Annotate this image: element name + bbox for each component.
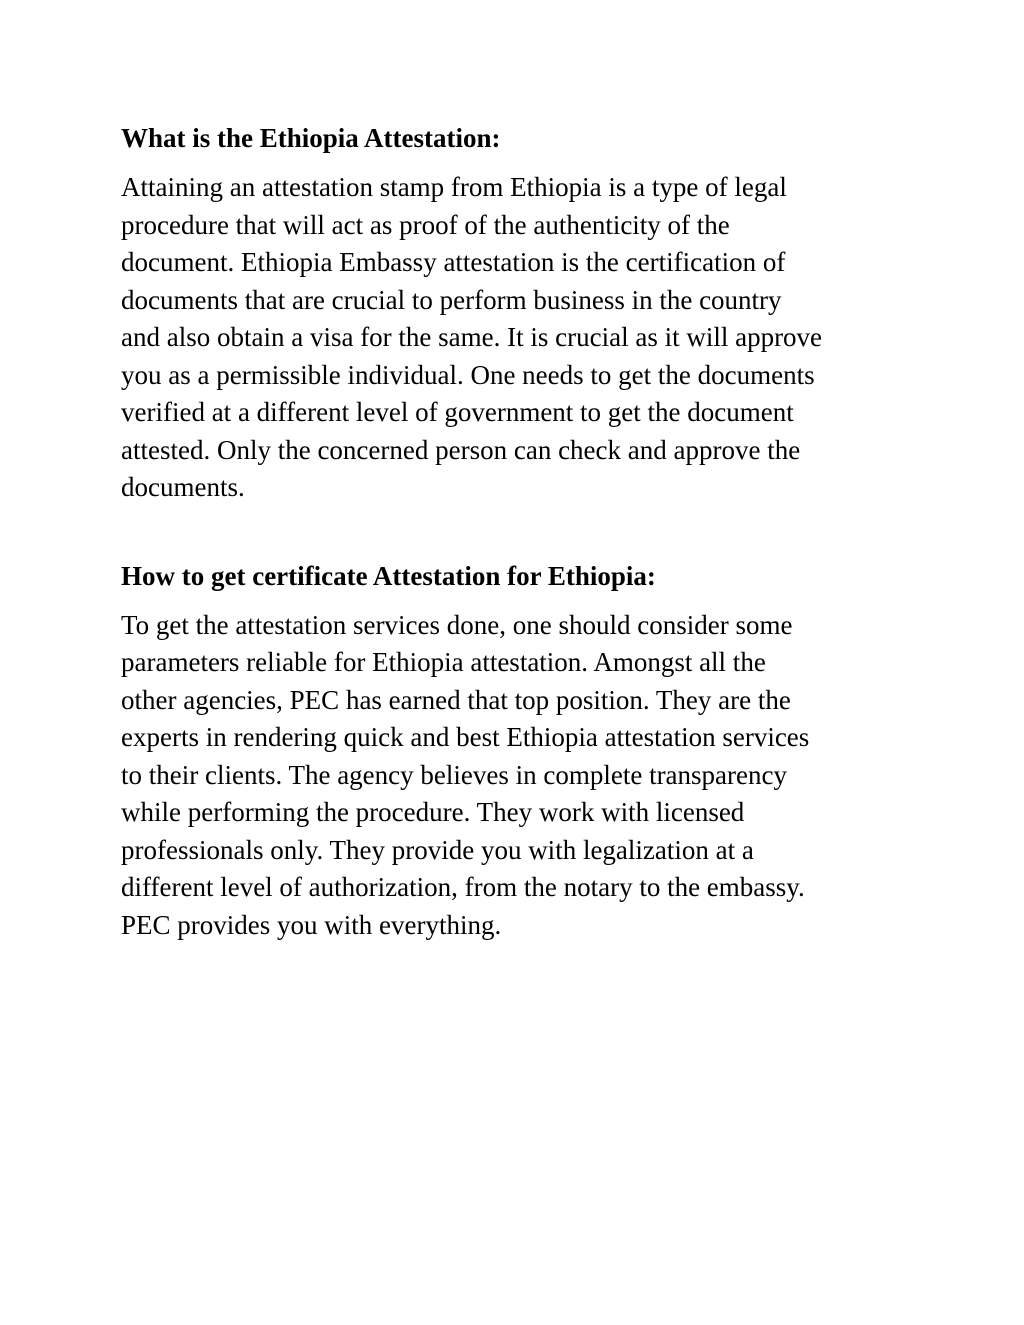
section-spacer [121,507,921,557]
paragraph-line: other agencies, PEC has earned that top position. They are the [121,684,791,715]
section-paragraph-how-to-get-attestation [121,607,921,945]
document-body [121,119,921,944]
paragraph-line: To get the attestation services done, one should consider some [121,609,793,640]
paragraph-line: documents that are crucial to perform business in the country [121,284,782,315]
paragraph-line: procedure that will act as proof of the authenticity of the [121,209,730,240]
paragraph-line: to their clients. The agency believes in complete transparency [121,759,787,790]
paragraph-line: different level of authorization, from the notary to the embassy. [121,872,805,902]
paragraph-line: PEC provides you with everything. [121,909,502,940]
paragraph-line: and also obtain a visa for the same. It is crucial as it will approve [121,322,823,352]
paragraph-line: experts in rendering quick and best Ethiopia attestation services [121,722,810,752]
paragraph-line: while performing the procedure. They work with licensed [121,797,745,827]
paragraph-line: you as a permissible individual. One needs to get the documents [121,359,815,390]
paragraph-line: verified at a different level of government to get the document [121,397,794,427]
paragraph-line: Attaining an attestation stamp from Ethiopia is a type of legal [121,172,787,202]
section-heading-how-to-get-attestation: How to get certificate Attestation for Ethiopia: [121,560,656,591]
paragraph-line: parameters reliable for Ethiopia attestation. Amongst all the [121,647,766,677]
section-paragraph-what-is-attestation [121,169,921,507]
paragraph-line: attested. Only the concerned person can check and approve the [121,434,801,465]
paragraph-line: documents. [121,472,245,502]
paragraph-line: document. Ethiopia Embassy attestation is the certification of [121,247,786,277]
paragraph-line: professionals only. They provide you with legalization at a [121,834,754,865]
section-heading-what-is-attestation: What is the Ethiopia Attestation: [121,123,501,153]
